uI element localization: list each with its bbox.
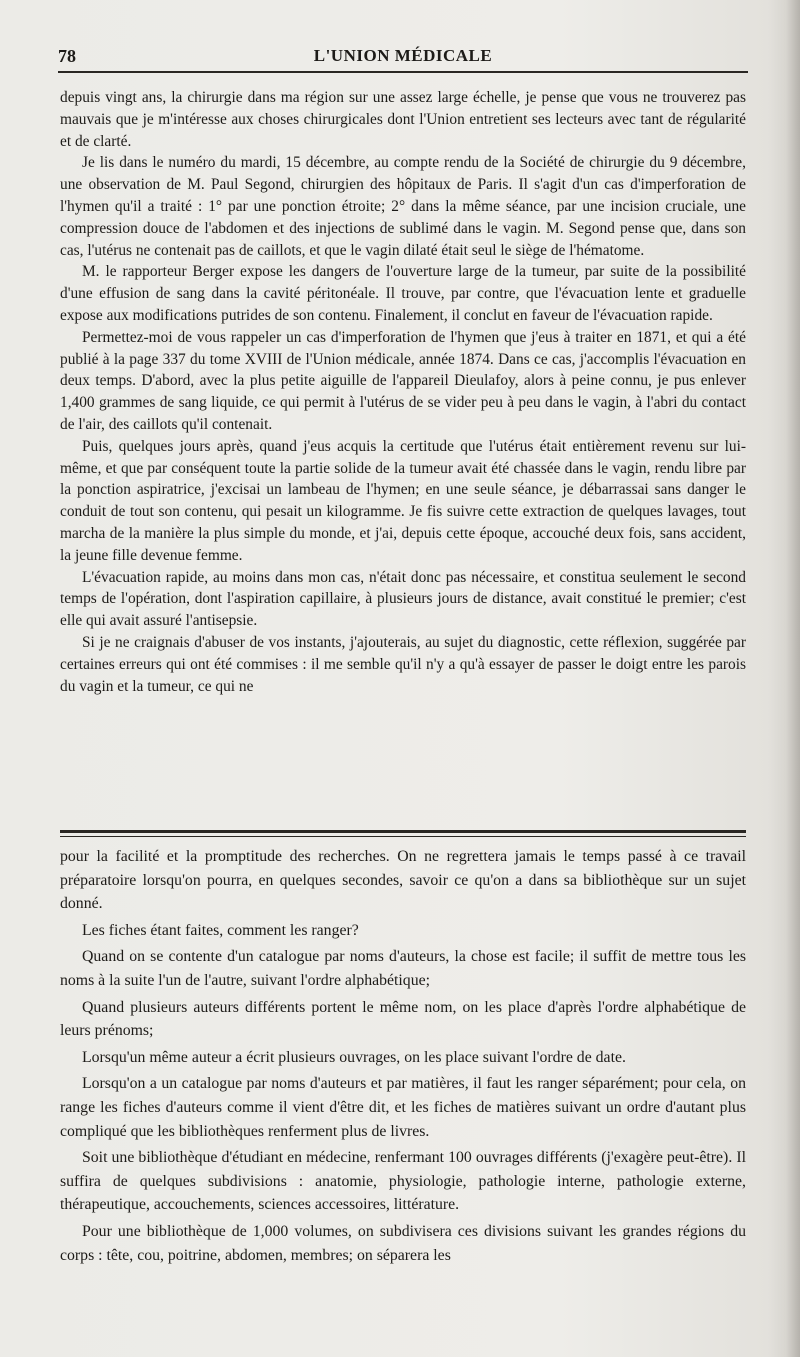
page-number: 78 (58, 46, 76, 66)
article-paragraph: depuis vingt ans, la chirurgie dans ma région sur une assez large échelle, je pense que vous ne trouverez pas mauvais que je m'intéresse aux choses chirurgicales dont l'Union entretient ses lecteurs avec tant de régularité et de clarté. (60, 89, 746, 150)
article-paragraph: Puis, quelques jours après, quand j'eus acquis la certitude que l'utérus était entièrement revenu sur lui-même, et que par conséquent toute la partie solide de la tumeur avait été chassée dans le vagin, rendu libre par la ponction aspiratrice, j'excisai un lambeau de l'hymen; en une seule séance, je débarrassai sans danger le conduit de tout son contenu, qui pesait un kilogramme. Je fis suivre cette extraction de quelques lavages, tout marcha de la manière la plus simple du monde, et j'ai, depuis cette époque, accouché deux fois, sans accident, la jeune fille devenue femme. (60, 437, 746, 564)
feuilleton-paragraph: Lorsqu'on a un catalogue par noms d'auteurs et par matières, il faut les ranger séparément; pour cela, on range les fiches d'auteurs comme il vient d'être dit, et les fiches de matières suivant un ordre d'autant plus compliqué que les bibliothèques renferment plus de livres. (60, 1075, 746, 1140)
page-header (58, 40, 748, 70)
feuilleton-paragraph: pour la facilité et la promptitude des recherches. On ne regrettera jamais le temps passé à ce travail préparatoire lorsqu'on pourra, en quelques secondes, savoir ce qu'on a dans sa bibliothèque sur un sujet donné. (60, 848, 746, 913)
feuilleton-paragraph: Soit une bibliothèque d'étudiant en médecine, renfermant 100 ouvrages différents (j'exagère peut-être). Il suffira de quelques subdivisions : anatomie, physiologie, pathologie interne, pathologie externe, thérapeutique, accouchements, sciences accessoires, littérature. (60, 1149, 746, 1214)
article-paragraph: L'évacuation rapide, au moins dans mon cas, n'était donc pas nécessaire, et constitua seulement le second temps de l'opération, dont l'aspiration capillaire, à plusieurs jours de distance, avait constitué le premier; c'est elle qui avait assuré l'antisepsie. (60, 568, 746, 630)
feuilleton-separator (60, 830, 746, 837)
running-title: L'UNION MÉDICALE (313, 46, 493, 65)
article-paragraph: Permettez-moi de vous rappeler un cas d'imperforation de l'hymen que j'eus à traiter en 1871, et qui a été publié à la page 337 du tome XVIII de l'Union médicale, année 1874. Dans ce cas, j'accomplis l'évacuation en deux temps. D'abord, avec la plus petite aiguille de l'appareil Dieulafoy, alors à peine connu, je pus enlever 1,400 grammes de sang liquide, ce qui permit à l'utérus de se vider peu à peu dans le vagin, à l'abri du contact de l'air, des caillots qu'il contenait. (60, 328, 746, 433)
article-paragraph: M. le rapporteur Berger expose les dangers de l'ouverture large de la tumeur, par suite de la possibilité d'une effusion de sang dans la cavité péritonéale. Il trouve, par contre, que l'évacuation lente et graduelle expose aux modifications putrides de son contenu. Finalement, il conclut en faveur de l'évacuation rapide. (60, 263, 746, 324)
feuilleton-paragraph: Quand on se contente d'un catalogue par noms d'auteurs, la chose est facile; il suffit de mettre tous les noms à la suite l'un de l'autre, suivant l'ordre alphabétique; (60, 948, 746, 989)
feuilleton-paragraph: Lorsqu'un même auteur a écrit plusieurs ouvrages, on les place suivant l'ordre de date. (82, 1048, 626, 1066)
article-paragraph: Je lis dans le numéro du mardi, 15 décembre, au compte rendu de la Société de chirurgie du 9 décembre, une observation de M. Paul Segond, chirurgien des hôpitaux de Paris. Il s'agit d'un cas d'imperforation de l'hymen qu'il a traité : 1° par une ponction étroite; 2° dans la même séance, par une incision cruciale, une compression douce de l'abdomen et des injections de sublimé dans le vagin. M. Segond pense que, dans son cas, l'utérus ne contenait pas de caillots, et que le vagin dilaté était seul le siège de l'hématome. (60, 154, 746, 259)
article-paragraph: Si je ne craignais d'abuser de vos instants, j'ajouterais, au sujet du diagnostic, cette réflexion, suggérée par certaines erreurs qui ont été commises : il me semble qu'il n'y a qu'à essayer de passer le doigt entre les parois du vagin et la tumeur, ce qui ne (60, 633, 746, 695)
feuilleton-paragraph: Les fiches étant faites, comment les ranger? (82, 921, 359, 939)
header-rule (58, 71, 748, 73)
article-body (60, 87, 746, 697)
feuilleton-body (60, 845, 746, 1270)
feuilleton-paragraph: Pour une bibliothèque de 1,000 volumes, on subdivisera ces divisions suivant les grandes régions du corps : tête, cou, poitrine, abdomen, membres; on séparera les (60, 1222, 746, 1264)
page-edge-shadow (786, 0, 800, 1357)
feuilleton-paragraph: Quand plusieurs auteurs différents portent le même nom, on les place d'après l'ordre alphabétique de leurs prénoms; (60, 998, 746, 1040)
